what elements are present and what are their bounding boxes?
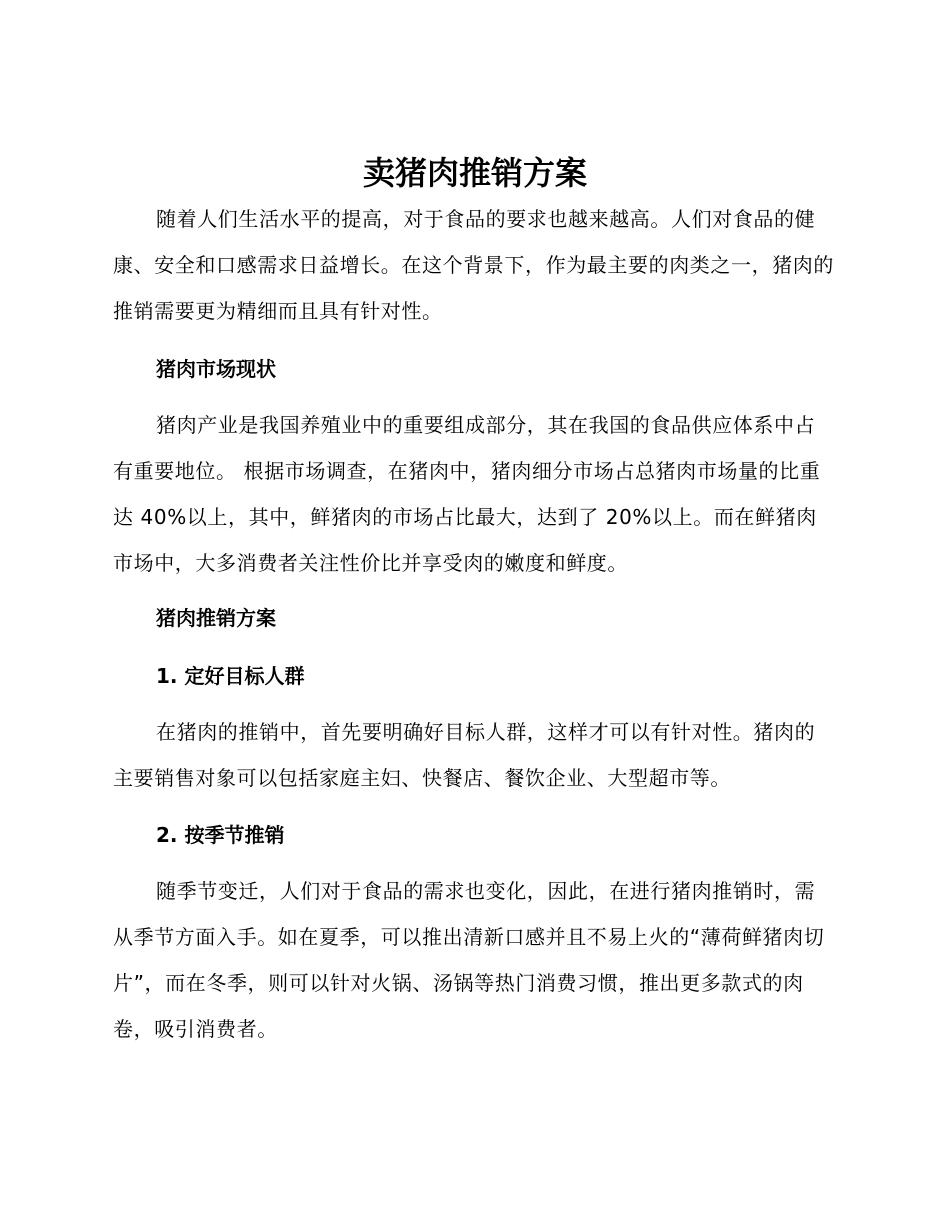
document-title: 卖猪肉推销方案: [362, 154, 587, 192]
target-audience-paragraph: 在猪肉的推销中，首先要明确好目标人群，这样才可以有针对性。猪肉的主要销售对象可以包括家庭主妇、快餐店、餐饮企业、大型超市等。: [113, 720, 816, 790]
section-heading-market-status: 猪肉市场现状: [156, 357, 276, 381]
item-heading-target-audience: 1. 定好目标人群: [156, 664, 305, 688]
intro-paragraph: 随着人们生活水平的提高，对于食品的要求也越来越高。人们对食品的健康、安全和口感需求日益增长。在这个背景下，作为最主要的肉类之一，猪肉的推销需要更为精细而且具有针对性。: [113, 207, 834, 323]
section-heading-promotion-plan: 猪肉推销方案: [156, 606, 276, 630]
market-status-paragraph: 猪肉产业是我国养殖业中的重要组成部分，其在我国的食品供应体系中占有重要地位。 根据市场调查，在猪肉中，猪肉细分市场占总猪肉市场量的比重达 40%以上，其中，鲜猪肉的市场占比最大，达到了 20%以上。而在鲜猪肉市场中，大多消费者关注性价比并享受肉的嫩度和鲜度。: [113, 413, 821, 575]
item-heading-seasonal-promotion: 2. 按季节推销: [156, 823, 285, 847]
seasonal-promotion-paragraph: 随季节变迁，人们对于食品的需求也变化，因此，在进行猪肉推销时，需从季节方面入手。如在夏季，可以推出清新口感并且不易上火的“薄荷鲜猪肉切片”，而在冬季，则可以针对火锅、汤锅等热门消费习惯，推出更多款式的肉卷，吸引消费者。: [113, 879, 825, 1041]
